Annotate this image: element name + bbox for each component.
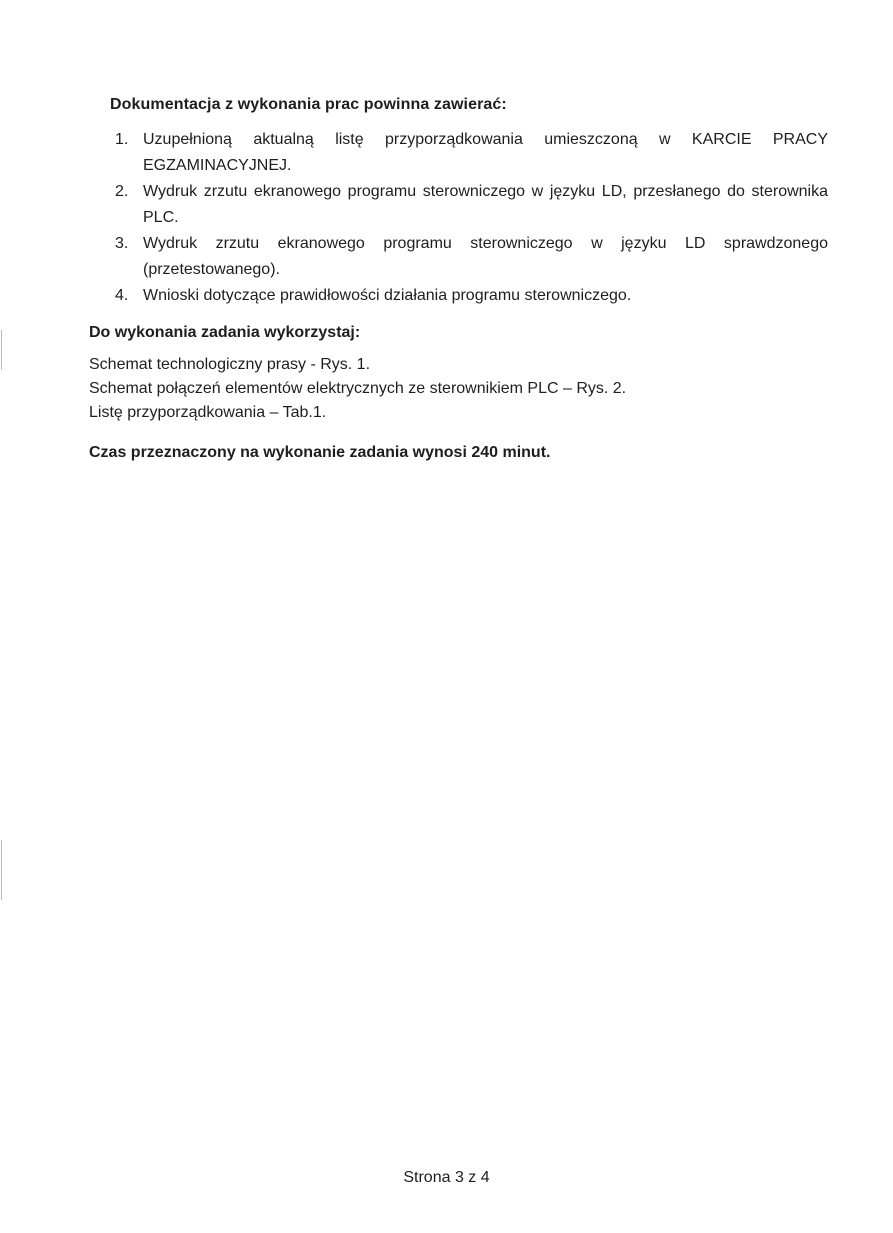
documentation-heading: Dokumentacja z wykonania prac powinna zawierać: <box>110 96 507 113</box>
list-item-text: Wnioski dotyczące prawidłowości działania programu sterowniczego. <box>143 287 632 304</box>
documentation-list <box>112 127 828 309</box>
list-item <box>112 231 828 283</box>
page-footer: Strona 3 z 4 <box>403 1169 490 1186</box>
list-item-number: 2. <box>115 183 129 200</box>
list-item-text: Wydruk zrzutu ekranowego programu sterowniczego w języku LD, przesłanego do sterownika PLC. <box>143 183 828 226</box>
resource-item: Schemat technologiczny prasy - Rys. 1. <box>89 356 371 373</box>
scan-artifact <box>1 840 2 900</box>
scan-artifact <box>1 330 2 370</box>
list-item-text: Wydruk zrzutu ekranowego programu sterowniczego w języku LD sprawdzonego (przetestowanego). <box>143 235 828 278</box>
resource-item: Listę przyporządkowania – Tab.1. <box>89 404 327 421</box>
resource-item: Schemat połączeń elementów elektrycznych ze sterownikiem PLC – Rys. 2. <box>89 380 627 397</box>
list-item <box>112 283 828 309</box>
list-item-number: 1. <box>115 131 129 148</box>
list-item-text: Uzupełnioną aktualną listę przyporządkowania umieszczoną w KARCIE PRACY EGZAMINACYJNEJ. <box>143 131 828 174</box>
list-item <box>112 127 828 179</box>
list-item <box>112 179 828 231</box>
list-item-number: 4. <box>115 287 129 304</box>
resources-list <box>89 353 626 425</box>
resources-heading: Do wykonania zadania wykorzystaj: <box>89 324 361 341</box>
time-note: Czas przeznaczony na wykonanie zadania wynosi 240 minut. <box>89 444 551 461</box>
list-item-number: 3. <box>115 235 129 252</box>
